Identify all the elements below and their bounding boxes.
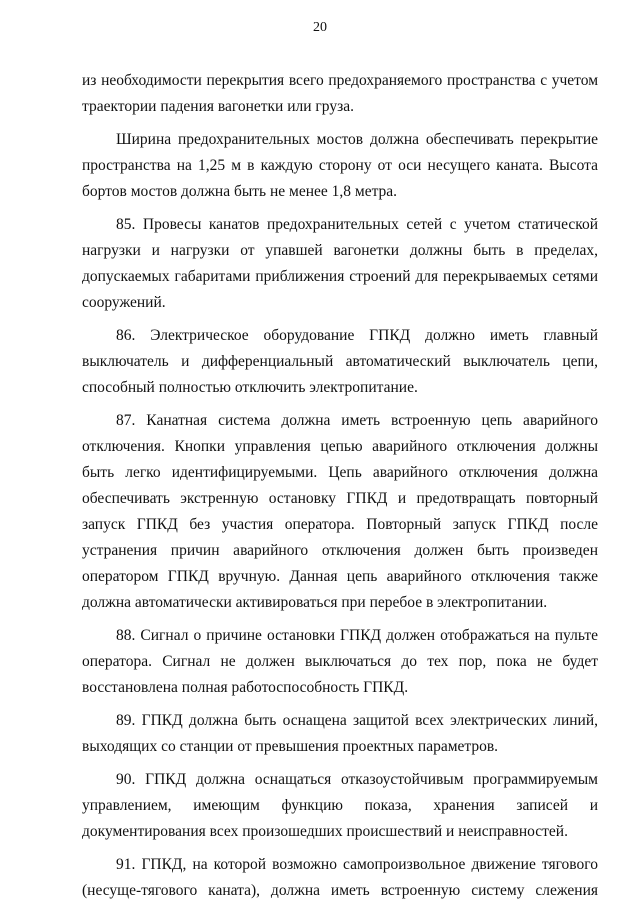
paragraph-bridge-width: Ширина предохранительных мостов должна обеспечивать перекрытие пространства на 1,25 м в каждую сторону от оси несущего каната. Высота бортов мостов должна быть не менее 1,8 метра. (82, 131, 598, 200)
document-body (82, 68, 598, 904)
page-number: 20 (313, 20, 327, 35)
paragraph-85: 85. Провесы канатов предохранительных сетей с учетом статической нагрузки и нагрузки от упавшей вагонетки должны быть в пределах, допускаемых габаритами приближения строений для перекрываемых сетями сооружений. (82, 216, 598, 311)
paragraph-87: 87. Канатная система должна иметь встроенную цепь аварийного отключения. Кнопки управления цепью аварийного отключения должны быть легко идентифицируемыми. Цепь аварийного отключения должна обеспечивать экстренную остановку ГПКД и предотвращать повторный запуск ГПКД без участия оператора. Повторный запуск ГПКД после устранения причин аварийного отключения должен быть произведен оператором ГПКД вручную. Данная цепь аварийного отключения также должна автоматически активироваться при перебое в электропитании. (82, 412, 598, 611)
paragraph-86: 86. Электрическое оборудование ГПКД должно иметь главный выключатель и дифференциальный автоматический выключатель цепи, способный полностью отключить электропитание. (82, 327, 598, 396)
paragraph-continuation: из необходимости перекрытия всего предохраняемого пространства с учетом траектории падения вагонетки или груза. (82, 72, 598, 115)
paragraph-90: 90. ГПКД должна оснащаться отказоустойчивым программируемым управлением, имеющим функцию показа, хранения записей и документирования всех произошедших происшествий и неисправностей. (82, 771, 598, 840)
paragraph-88: 88. Сигнал о причине остановки ГПКД должен отображаться на пульте оператора. Сигнал не должен выключаться до тех пор, пока не будет восстановлена полная работоспособность ГПКД. (82, 627, 598, 696)
paragraph-91: 91. ГПКД, на которой возможно самопроизвольное движение тягового (несуще-тягового каната), должна иметь встроенную систему слежения (82, 856, 598, 899)
paragraph-89: 89. ГПКД должна быть оснащена защитой всех электрических линий, выходящих со станции от превышения проектных параметров. (82, 712, 598, 755)
